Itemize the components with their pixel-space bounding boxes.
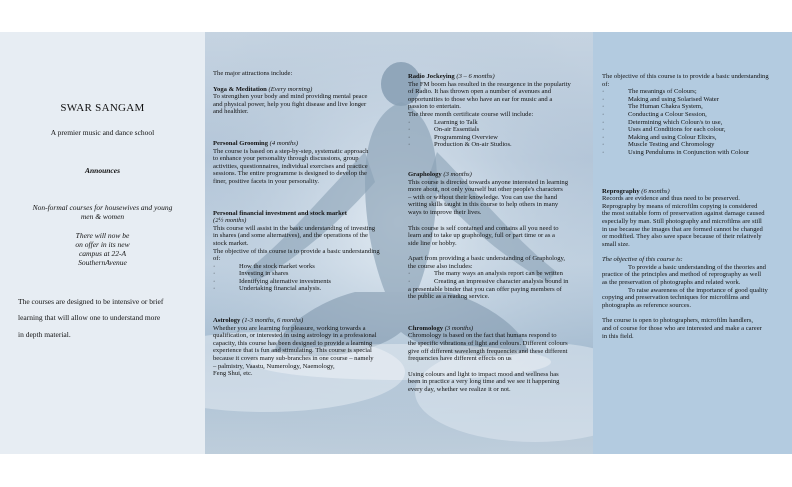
open-line: and of course for those who are interested and make a career (602, 325, 762, 333)
astrology-duration: (1-3 months, 6 months) (242, 317, 304, 325)
astrology-line: qualification, or interested in using astrology in a professional (213, 332, 377, 340)
grooming-line: finer, positive facets in your personality. (213, 177, 320, 185)
objective-line: as the preservation of photographs and related work. (602, 279, 741, 287)
chromology-line: been in practice a very long time and we see it happening (408, 378, 560, 386)
list-item: · The meanings of Colours; (602, 88, 697, 96)
offer-line-4: SouthernAvenue (78, 258, 127, 267)
reprography-title: Reprography (602, 187, 640, 195)
graphology-line: – with or without their knowledge. You can use the hand (408, 193, 558, 201)
chromology-line: frequencies have different effects on us (408, 355, 512, 363)
announces-heading: Announces (84, 166, 120, 175)
list-item: · On-air Essentials (408, 126, 480, 134)
yoga-line: To strengthen your body and mind providing mental peace (213, 93, 368, 101)
objective-line: of: (602, 80, 610, 88)
objective-line: practice of the principles and method of reprography as well (602, 271, 762, 279)
astrology-line: Whether you are learning for pleasure, working towards a (213, 324, 366, 332)
tagline: A premier music and dance school (50, 128, 155, 137)
list-item: · Investing in shares (213, 270, 289, 278)
list-item: · Production & On-air Studios. (408, 141, 512, 149)
list-item: · Programming Overview (408, 133, 498, 141)
grooming-line: The course is based on a step-by-step, systematic approach (213, 147, 369, 155)
chromology-duration: (3 months) (444, 324, 474, 332)
list-item: · Using Pendulums in Conjunction with Colour (602, 148, 750, 156)
yoga-line: and physical power, help you fight disease and live longer (213, 100, 367, 108)
reprography-line: in use because the images that are formed cannot be changed (602, 225, 763, 233)
reprography-duration: (6 months) (641, 187, 670, 195)
chromology-line: every day, whether we realize it or not. (408, 386, 511, 393)
graphology-line: the course also includes: (408, 262, 473, 270)
list-item: · The Human Chakra System, (602, 103, 703, 111)
graphology-line: Apart from providing a basic understanding of Graphology, (408, 255, 566, 263)
radio-line: passion to entertain. (408, 103, 461, 111)
radio-line: opportunities to those who have an ear for music and a (408, 95, 553, 103)
grooming-line: activities, questionnaires, individual exercises and practice (213, 162, 368, 170)
chromology-line: Using colours and light to impact mood and wellness has (408, 370, 559, 378)
graphology-line: a presentable binder that you can offer paying members of (408, 285, 562, 293)
open-line: in this field. (602, 332, 634, 340)
intro-paragraph (18, 289, 163, 346)
list-item: · Conducting a Colour Session, (602, 110, 707, 118)
school-title: SWAR SANGAM (60, 102, 145, 114)
graphology-title: Graphology (408, 170, 442, 178)
astrology-line: Feng Shui, etc. (213, 370, 253, 378)
chromology-title: Chromology (408, 324, 444, 332)
grooming-title: Personal Grooming (213, 139, 269, 147)
open-line: The course is open to photographers, microfilm handlers, (602, 317, 754, 325)
graphology-duration: (3 months) (443, 170, 472, 178)
list-item: · Identifying alternative investments (213, 277, 331, 285)
column-four (602, 73, 784, 340)
astrology-line: – palmistry, Vaastu, Numerology, Naemology, (213, 362, 335, 370)
grooming-line: sessions. The entire programme is designed to develop the (213, 170, 367, 178)
graphology-line: the public as a reading service. (408, 293, 490, 301)
intro-line: The courses are designed to be intensive or brief (18, 296, 164, 306)
reprography-line: small size. (602, 240, 630, 248)
radio-title: Radio Jockeying (408, 73, 455, 80)
column-two (213, 70, 398, 378)
graphology-line: ways to improve their lives. (408, 208, 482, 216)
list-item: · The many ways an analysis report can be written (408, 270, 563, 278)
list-item: · Making and using Colour Elixirs, (602, 133, 717, 141)
astrology-line: capacity, this course has been designed to provide a learning (213, 339, 373, 347)
chromology-line: give off different wavelength frequencies and these different (408, 347, 568, 355)
list-item: · Uses and Conditions for each colour, (602, 126, 726, 134)
chromology-line: Chromology is based on the fact that humans respond to (408, 332, 557, 340)
column-three (408, 73, 590, 394)
objective-line: To raise awareness of the importance of good quality (628, 286, 768, 294)
cover-panel (0, 32, 205, 454)
list-item: · Creating an impressive character analysis bound in (408, 278, 569, 286)
radio-line: The three month certificate course will include: (408, 110, 534, 118)
objective-heading: The objective of this course is: (602, 256, 683, 264)
objective-line: The objective of this course is to provide a basic understanding (602, 73, 769, 80)
graphology-line: learn and to take up graphology, full or part time or as a (408, 232, 555, 240)
list-item: · Muscle Testing and Chromology (602, 141, 715, 149)
yoga-title: Yoga & Meditation (213, 85, 267, 93)
astrology-title: Astrology (213, 317, 241, 325)
radio-line: of Radio. It has thrown open a number of avenues and (408, 88, 552, 96)
list-item: · Learning to Talk (408, 118, 478, 126)
reprography-line: Records are evidence and thus need to be preserved. (602, 195, 740, 203)
photo-panel (205, 32, 593, 454)
graphology-line: This course is self contained and contains all you need to (408, 224, 559, 232)
finance-line: of: (213, 255, 221, 263)
finance-line: in shares (and some alternatives), and the operations of the (213, 232, 368, 240)
brochure (0, 32, 792, 454)
intro-line: in depth material. (18, 329, 71, 339)
intro-line: learning that will allow one to understand more (18, 313, 161, 322)
yoga-duration: (Every morning) (268, 85, 313, 93)
offer-line-2: on offer in its new (75, 240, 130, 249)
graphology-line: side line or hobby. (408, 239, 457, 247)
graphology-line: more about, not only yourself but other people's characters (408, 186, 563, 194)
astrology-line: experience that is fun and stimulating. This course is special (213, 347, 372, 355)
reprography-line: the most suitable form of preservation against damage caused (602, 210, 765, 218)
grooming-line: to enhance your personality through discussions, group (213, 155, 359, 163)
graphology-line: This course is directed towards anyone interested in learning (408, 178, 569, 186)
offer-line-1: There will now be (75, 231, 130, 240)
finance-line: The objective of this course is to provide a basic understanding (213, 247, 380, 255)
list-item: · Undertaking financial analysis. (213, 285, 322, 293)
finance-line: stock market. (213, 239, 249, 247)
courses-line-2: men & women (80, 212, 125, 221)
reprography-line: or modified. They also save space because of their relatively (602, 233, 762, 241)
finance-duration: (2½ months) (213, 217, 247, 225)
yoga-line: and healthier. (213, 108, 249, 116)
objective-line: To provide a basic understanding of the theories and (628, 263, 766, 271)
reprography-line: Reprography by means of microfilm copying is considered (602, 202, 758, 210)
finance-title: Personal financial investment and stock market (213, 209, 347, 217)
graphology-line: writing skills taught in this course to help others in many (408, 201, 559, 209)
objective-line: photographs as reference sources. (602, 301, 691, 309)
offer-line-3: campus at 22-A (78, 249, 127, 258)
objective-line: copying and preservation techniques for microfilms and (602, 294, 750, 302)
right-panel (593, 32, 792, 454)
astrology-line: because it covers many sub-branches in one course – namely (213, 355, 374, 363)
list-item: · Determining which Colour/s to use, (602, 118, 723, 126)
courses-line-1: Non-formal courses for housewives and young (32, 203, 173, 212)
radio-duration: (3 – 6 months) (456, 73, 495, 80)
list-item: · How the stock market works (213, 262, 315, 270)
list-item: · Making and using Solarised Water (602, 95, 719, 103)
chromology-line: the specific vibrations of light and colours. Different colours (408, 340, 568, 348)
radio-line: The FM boom has resulted in the resurgence in the popularity (408, 80, 571, 88)
grooming-duration: (4 months) (269, 139, 299, 147)
reprography-line: especially by man. Still photography and microfilms are still (602, 217, 762, 225)
finance-line: This course will assist in the basic understanding of investing (213, 224, 376, 232)
attractions-intro: The major attractions include: (213, 70, 293, 77)
